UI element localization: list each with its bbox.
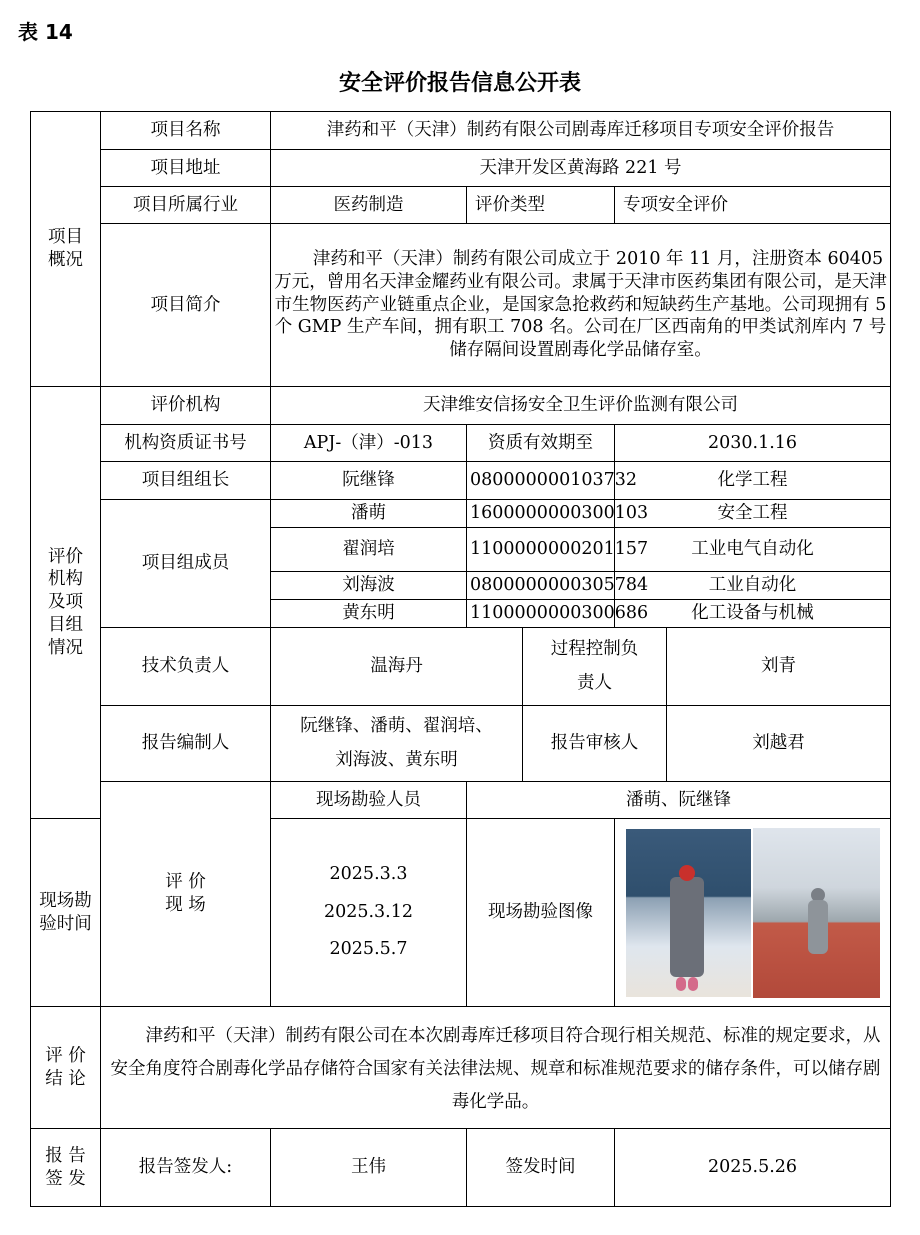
intro-text: 津药和平（天津）制药有限公司成立于 2010 年 11 月，注册资本 60405 万元，曾用名天津金耀药业有限公司。隶属于天津市医药集团有限公司，是天津市生物医药产业链重点企业，是国家急抢救药和短缺药生产基地。公司现拥有 5 个 GMP 生产车间，拥有职工 708 名。公司在厂区西南角的甲类试剂库内 7 号储存隔间设置剧毒化学品储存室。: [271, 224, 891, 387]
member-name: 潘萌: [271, 500, 467, 528]
disclosure-table: [30, 111, 891, 1207]
section-signoff: 报 告 签 发: [31, 1129, 101, 1207]
process-lead-value: 刘青: [667, 628, 891, 706]
eval-type-label: 评价类型: [467, 187, 615, 224]
site-time-label: 现场勘验时间: [31, 819, 101, 1007]
member-id: 1600000000300103: [467, 500, 615, 528]
project-address-label: 项目地址: [101, 150, 271, 187]
member-major: 工业自动化: [615, 572, 891, 600]
process-lead-label: 过程控制负 责人: [523, 628, 667, 706]
section-agency: 评价 机构 及项 目组 情况: [31, 387, 101, 819]
project-name-label: 项目名称: [101, 112, 271, 150]
section-conclusion: 评 价 结 论: [31, 1007, 101, 1129]
valid-label: 资质有效期至: [467, 425, 615, 462]
leader-label: 项目组组长: [101, 462, 271, 500]
table-number: 表 14: [18, 20, 73, 44]
page-title: 安全评价报告信息公开表: [338, 71, 581, 96]
cert-label: 机构资质证书号: [101, 425, 271, 462]
member-major: 工业电气自动化: [615, 528, 891, 572]
tech-lead-value: 温海丹: [271, 628, 523, 706]
site-staff-label: 现场勘验人员: [271, 782, 467, 819]
site-photo-1: [626, 829, 751, 997]
org-label: 评价机构: [101, 387, 271, 425]
site-images-label: 现场勘验图像: [467, 819, 615, 1007]
site-staff-value: 潘萌、阮继锋: [467, 782, 891, 819]
member-name: 黄东明: [271, 600, 467, 628]
site-photos: [615, 819, 891, 1007]
member-id: 1100000000201157: [467, 528, 615, 572]
issuer-value: 王伟: [271, 1129, 467, 1207]
tech-lead-label: 技术负责人: [101, 628, 271, 706]
members-label: 项目组成员: [101, 500, 271, 628]
site-photo-2: [753, 828, 880, 998]
conclusion-text: 津药和平（天津）制药有限公司在本次剧毒库迁移项目符合现行相关规范、标准的规定要求，从安全角度符合剧毒化学品存储符合国家有关法律法规、规章和标准规范要求的储存条件，可以储存剧毒化学品。: [101, 1007, 891, 1129]
compiler-value: 阮继锋、潘萌、翟润培、 刘海波、黄东明: [271, 706, 523, 782]
valid-value: 2030.1.16: [615, 425, 891, 462]
reviewer-label: 报告审核人: [523, 706, 667, 782]
member-major: 化工设备与机械: [615, 600, 891, 628]
member-id: 0800000000305784: [467, 572, 615, 600]
site-time-values: 2025.3.3 2025.3.12 2025.5.7: [271, 819, 467, 1007]
leader-major: 化学工程: [615, 462, 891, 500]
section-site: 评 价 现 场: [101, 782, 271, 1007]
compiler-label: 报告编制人: [101, 706, 271, 782]
cert-value: APJ-（津）-013: [271, 425, 467, 462]
member-id: 1100000000300686: [467, 600, 615, 628]
org-value: 天津维安信扬安全卫生评价监测有限公司: [271, 387, 891, 425]
reviewer-value: 刘越君: [667, 706, 891, 782]
project-address-value: 天津开发区黄海路 221 号: [271, 150, 891, 187]
issue-time-value: 2025.5.26: [615, 1129, 891, 1207]
industry-label: 项目所属行业: [101, 187, 271, 224]
member-name: 刘海波: [271, 572, 467, 600]
member-major: 安全工程: [615, 500, 891, 528]
intro-label: 项目简介: [101, 224, 271, 387]
issue-time-label: 签发时间: [467, 1129, 615, 1207]
project-name-value: 津药和平（天津）制药有限公司剧毒库迁移项目专项安全评价报告: [271, 112, 891, 150]
industry-value: 医药制造: [271, 187, 467, 224]
member-name: 翟润培: [271, 528, 467, 572]
section-overview: 项目 概况: [31, 112, 101, 387]
eval-type-value: 专项安全评价: [615, 187, 891, 224]
leader-id: 080000000103732: [467, 462, 615, 500]
leader-name: 阮继锋: [271, 462, 467, 500]
issuer-label: 报告签发人:: [101, 1129, 271, 1207]
